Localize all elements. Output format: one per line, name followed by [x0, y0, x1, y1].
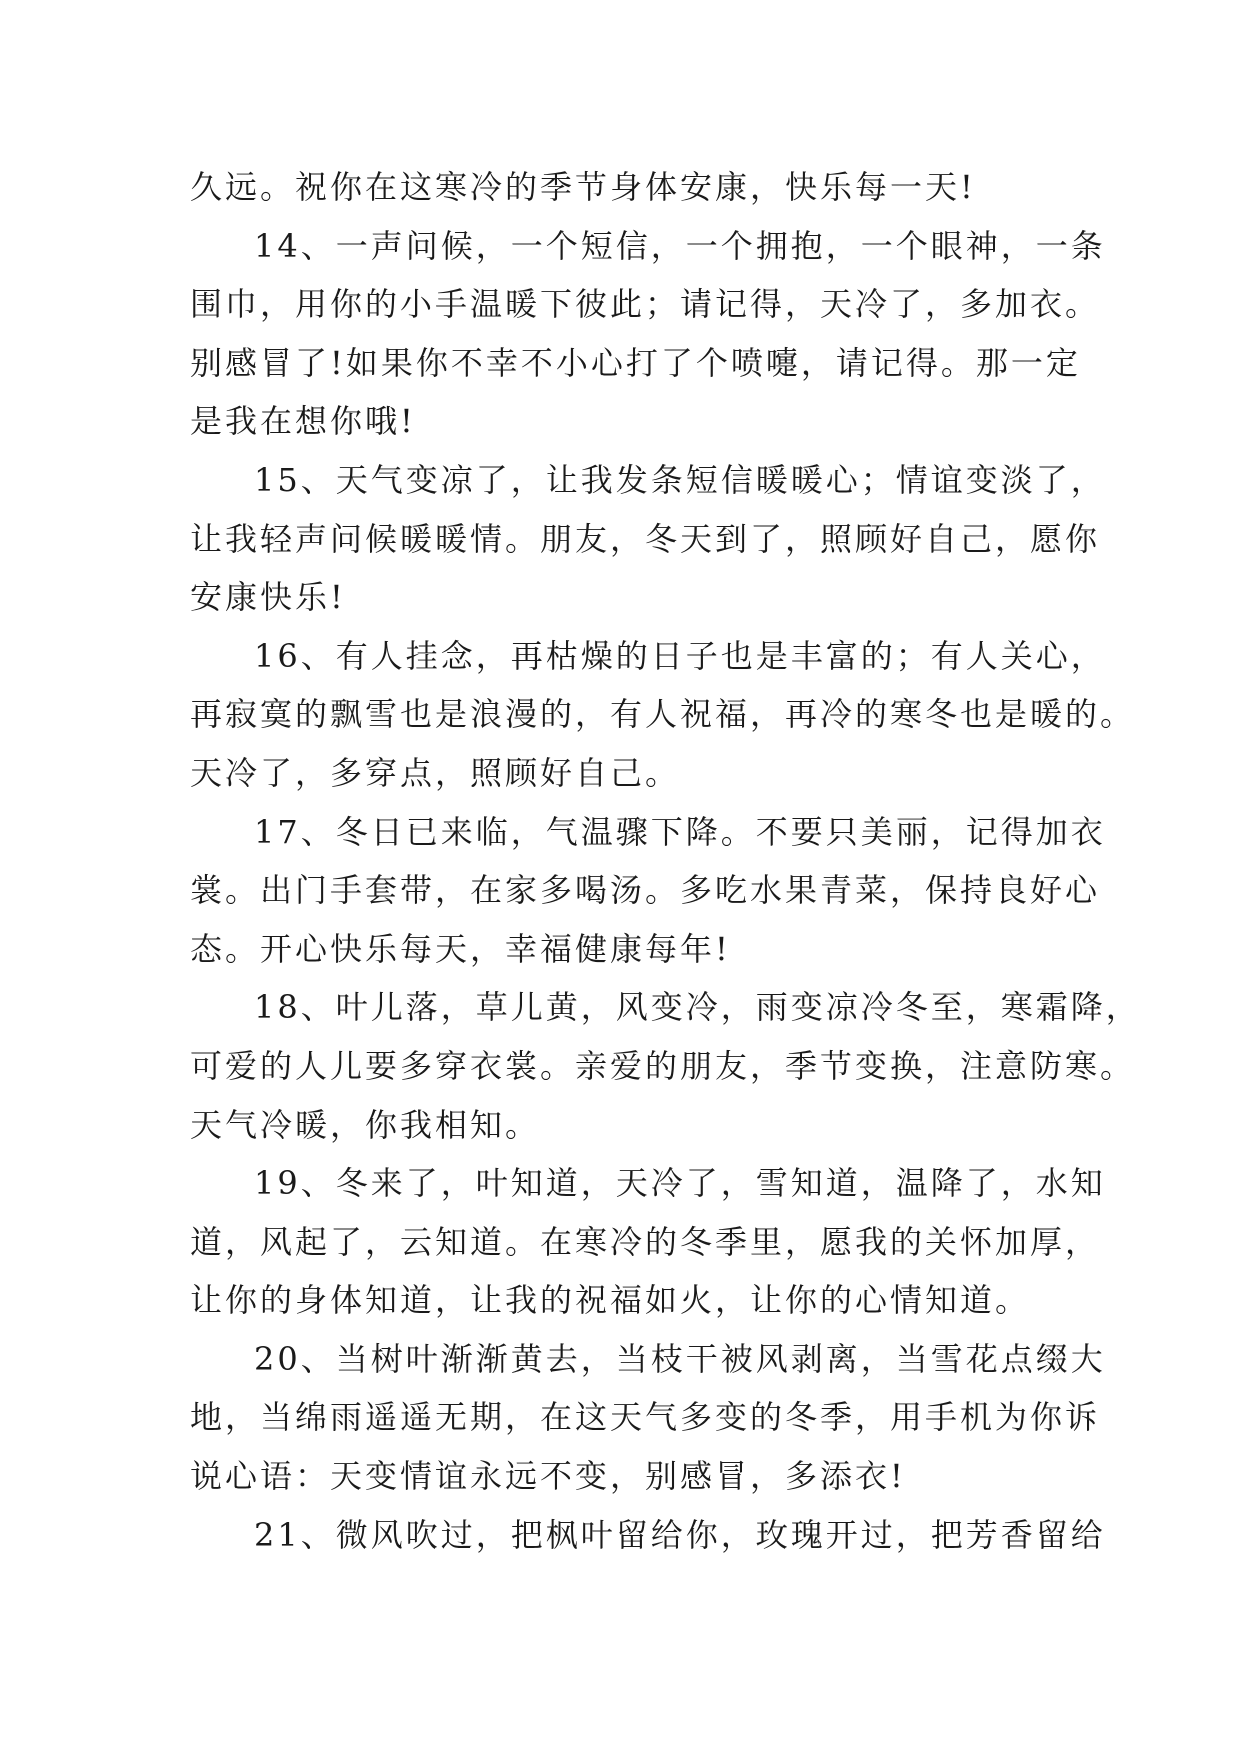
text-line: 地，当绵雨遥遥无期，在这天气多变的冬季，用手机为你诉 [190, 1398, 1101, 1437]
text-line: 再寂寞的飘雪也是浪漫的，有人祝福，再冷的寒冬也是暖的。 [190, 695, 1136, 734]
text-line: 天气冷暖，你我相知。 [190, 1105, 541, 1144]
text-line: 20、当树叶渐渐黄去，当枝干被风剥离，当雪花点缀大 [254, 1339, 1106, 1378]
text-line: 21、微风吹过，把枫叶留给你，玫瑰开过，把芳香留给 [254, 1515, 1106, 1554]
text-line: 14、一声问候，一个短信，一个拥抱，一个眼神，一条 [254, 226, 1106, 265]
text-line: 态。开心快乐每天，幸福健康每年! [190, 929, 731, 968]
text-line: 15、天气变凉了，让我发条短信暖暖心；情谊变淡了， [254, 460, 1106, 499]
text-line: 天冷了，多穿点，照顾好自己。 [190, 753, 681, 792]
text-line: 道，风起了，云知道。在寒冷的冬季里，愿我的关怀加厚， [190, 1222, 1101, 1261]
text-line: 17、冬日已来临，气温骤下降。不要只美丽，记得加衣 [254, 812, 1106, 851]
text-line: 18、叶儿落，草儿黄，风变冷，雨变凉冷冬至，寒霜降， [254, 988, 1141, 1027]
text-line: 安康快乐! [190, 578, 346, 617]
body-text [190, 158, 1141, 1564]
text-line: 是我在想你哦! [190, 402, 416, 441]
text-line: 让你的身体知道，让我的祝福如火，让你的心情知道。 [190, 1281, 1031, 1320]
text-line: 19、冬来了，叶知道，天冷了，雪知道，温降了，水知 [254, 1164, 1106, 1203]
text-line: 说心语：天变情谊永远不变，别感冒，多添衣! [190, 1457, 906, 1496]
text-line: 让我轻声问候暖暖情。朋友，冬天到了，照顾好自己，愿你 [190, 519, 1101, 558]
text-line: 16、有人挂念，再枯燥的日子也是丰富的；有人关心， [254, 636, 1106, 675]
text-line: 围巾，用你的小手温暖下彼此；请记得，天冷了，多加衣。 [190, 285, 1101, 324]
text-line: 久远。祝你在这寒冷的季节身体安康，快乐每一天! [190, 168, 976, 206]
text-line: 可爱的人儿要多穿衣裳。亲爱的朋友，季节变换，注意防寒。 [190, 1046, 1136, 1085]
text-line: 别感冒了!如果你不幸不小心打了个喷嚏，请记得。那一定 [190, 343, 1081, 382]
text-line: 裳。出门手套带，在家多喝汤。多吃水果青菜，保持良好心 [190, 871, 1101, 910]
